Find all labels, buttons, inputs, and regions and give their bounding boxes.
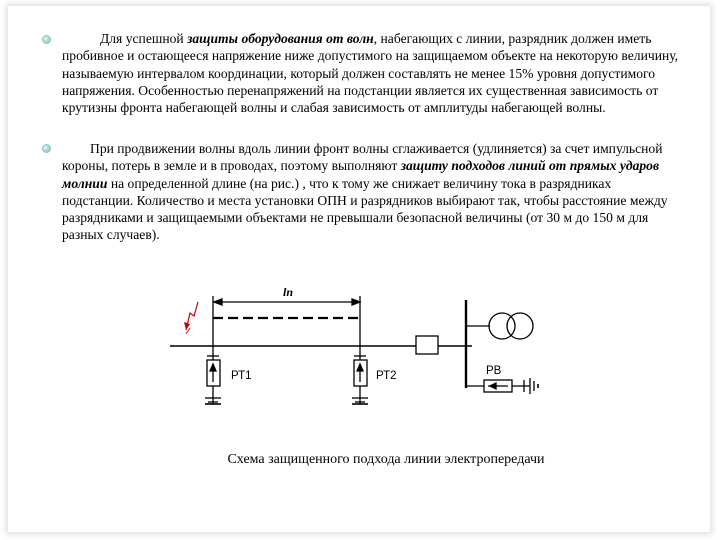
paragraph2-text-start: При продвижении волны вдоль линии фронт волны сглаживается (удлиняется) за счет импульсной короны, потерь в земле и в проводах, поэтому выполняют — [62, 141, 663, 174]
length-label: lп — [283, 285, 294, 299]
valve-arrester-label: РВ — [486, 365, 502, 377]
arrester1-label: РТ1 — [231, 370, 252, 382]
paragraph2-text-end: на определенной длине (на рис.) , что к тому же снижает величину тока в разрядниках подстанции. Количество и места установки ОПН и разрядников выбирают так, чтобы расстояние между разрядниками и защищаемыми объектами не превышали безопасной величины (от 30 м до 150 м для разных случаев). — [62, 175, 668, 243]
paragraph1-text-start: Для успешной — [100, 31, 188, 46]
paragraph1-emphasis: защиты оборудования от волн — [187, 31, 374, 46]
figure-caption — [0, 452, 720, 468]
arrester2-label: РТ2 — [376, 370, 397, 382]
arrow-right-icon — [352, 299, 360, 305]
paragraph2-emphasis: защиту подходов линий от прямых ударов молнии — [62, 158, 660, 191]
disconnector-icon — [416, 336, 438, 354]
lightning-icon — [184, 302, 198, 334]
paragraph1-text-end: , набегающих с линии, разрядник должен иметь пробивное и остающееся напряжение ниже допустимого на защищаемом объекте на некоторую величину, называемую интервалом координации, который должен составлять не менее 15% уровня допустимого напряжения. Особенностью перенапряжений на подстанции является их существенная зависимость от крутизны фронта набегающей волны и слабая зависимость от амплитуды набегающей волны. — [62, 31, 679, 116]
arrow-left-icon — [214, 299, 222, 305]
caption-text: Схема защищенного подхода линии электропередачи — [227, 452, 545, 467]
